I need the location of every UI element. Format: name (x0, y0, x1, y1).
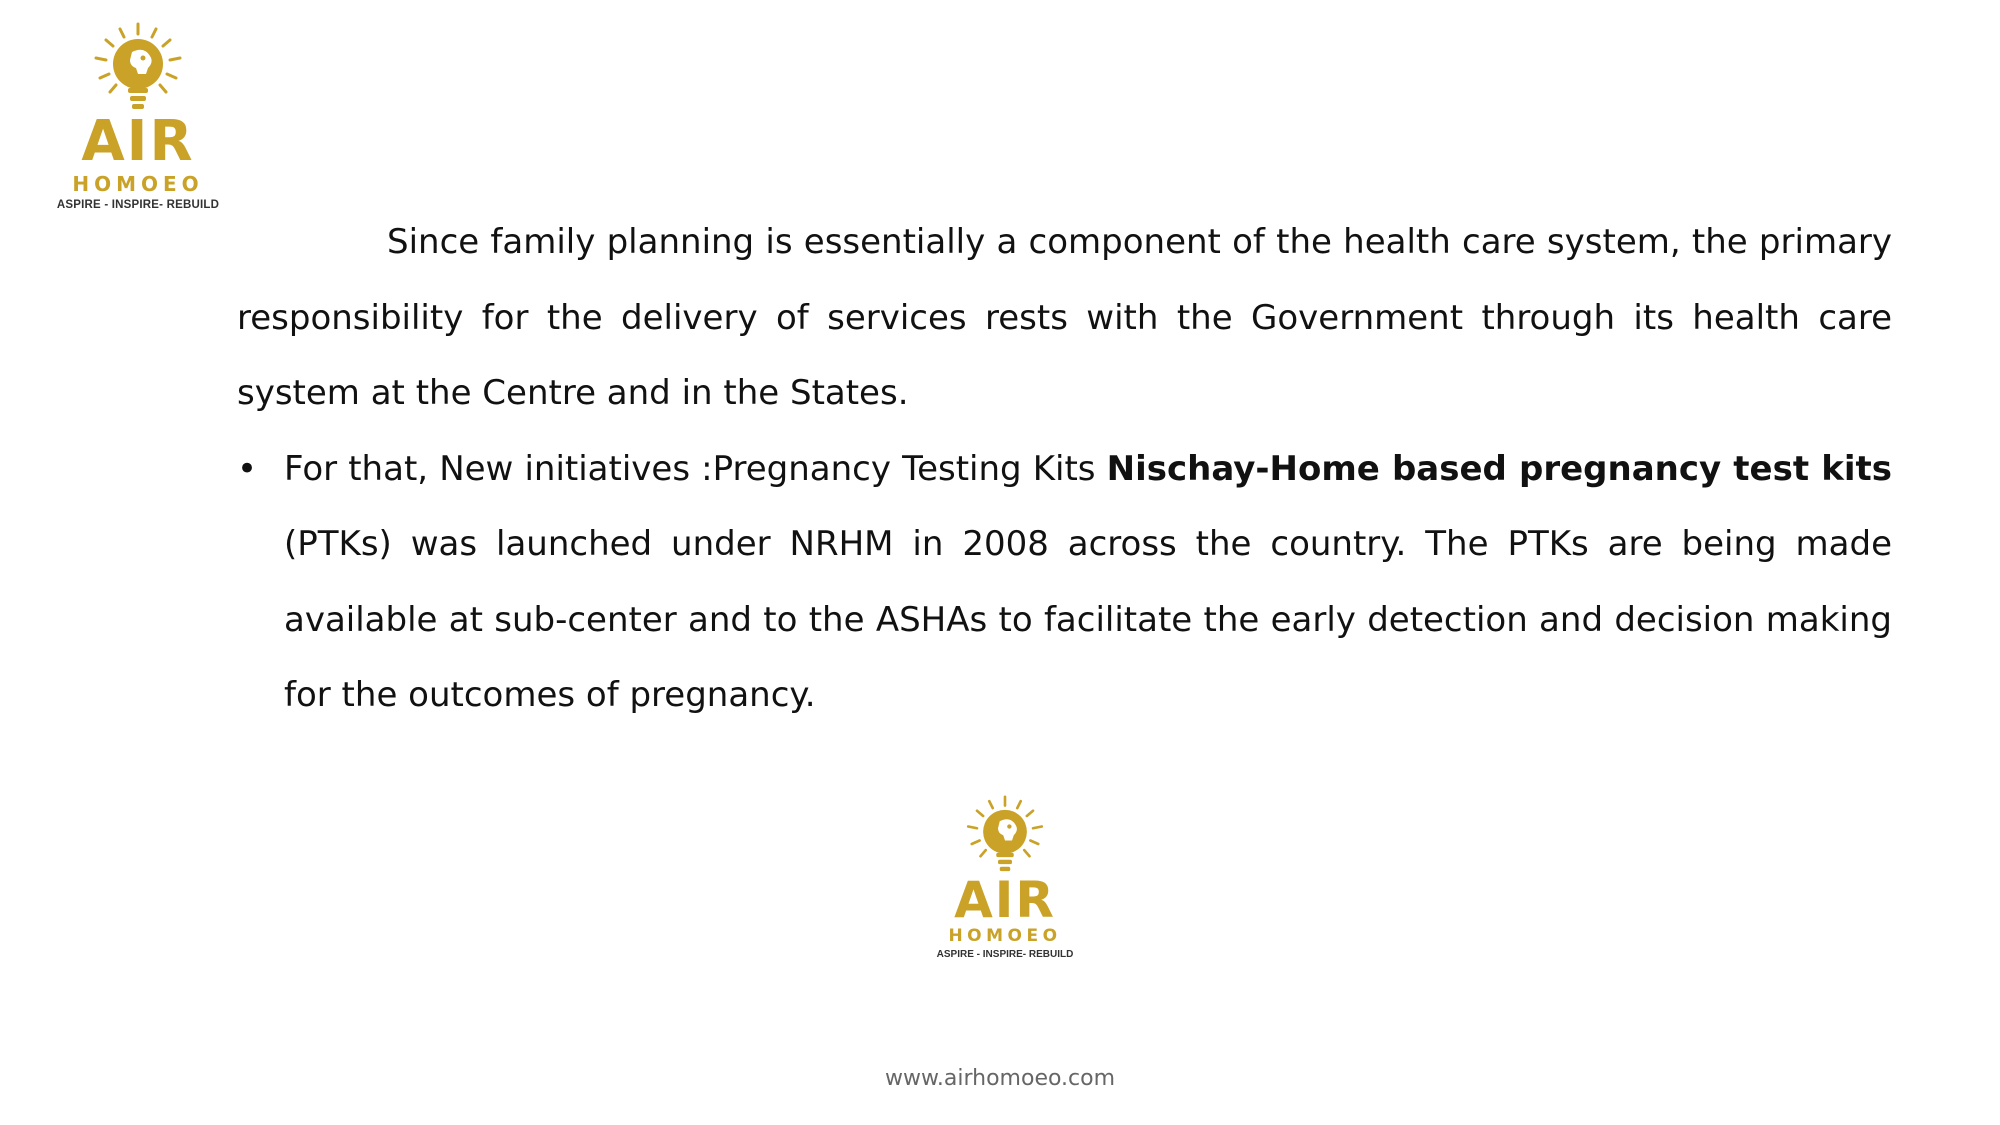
logo-tagline: ASPIRE - INSPIRE- REBUILD (56, 199, 220, 211)
footer-url[interactable]: www.airhomoeo.com (884, 1066, 1116, 1091)
bullet-marker: • (237, 448, 258, 489)
logo-center (935, 795, 1075, 960)
bullet-item (237, 432, 1892, 734)
logo-name: HOMOEO (948, 926, 1062, 946)
bulb-head-icon (961, 795, 1049, 879)
bullet-text-bold: Nischay-Home based pregnancy test kits (1106, 448, 1892, 489)
logo-brand: AIR (81, 109, 195, 174)
logo-brand: AIR (954, 871, 1056, 929)
logo-tagline: ASPIRE - INSPIRE- REBUILD (936, 949, 1074, 960)
intro-paragraph: Since family planning is essentially a component of the health care system, the primary responsibility for the delivery of services rests with the Government through its health care system at the Centre and in the States. (237, 222, 1892, 413)
slide-content (237, 205, 1892, 734)
bulb-head-icon (88, 22, 188, 118)
logo-top (58, 22, 218, 212)
logo-name: HOMOEO (72, 172, 204, 196)
bullet-text-end: (PTKs) was launched under NRHM in 2008 across the country. The PTKs are being made available at sub-center and to the ASHAs to facilitate the early detection and decision making for the outcomes of pregnancy. (284, 524, 1892, 715)
bullet-text-start: For that, New initiatives :Pregnancy Testing Kits (284, 448, 1107, 489)
